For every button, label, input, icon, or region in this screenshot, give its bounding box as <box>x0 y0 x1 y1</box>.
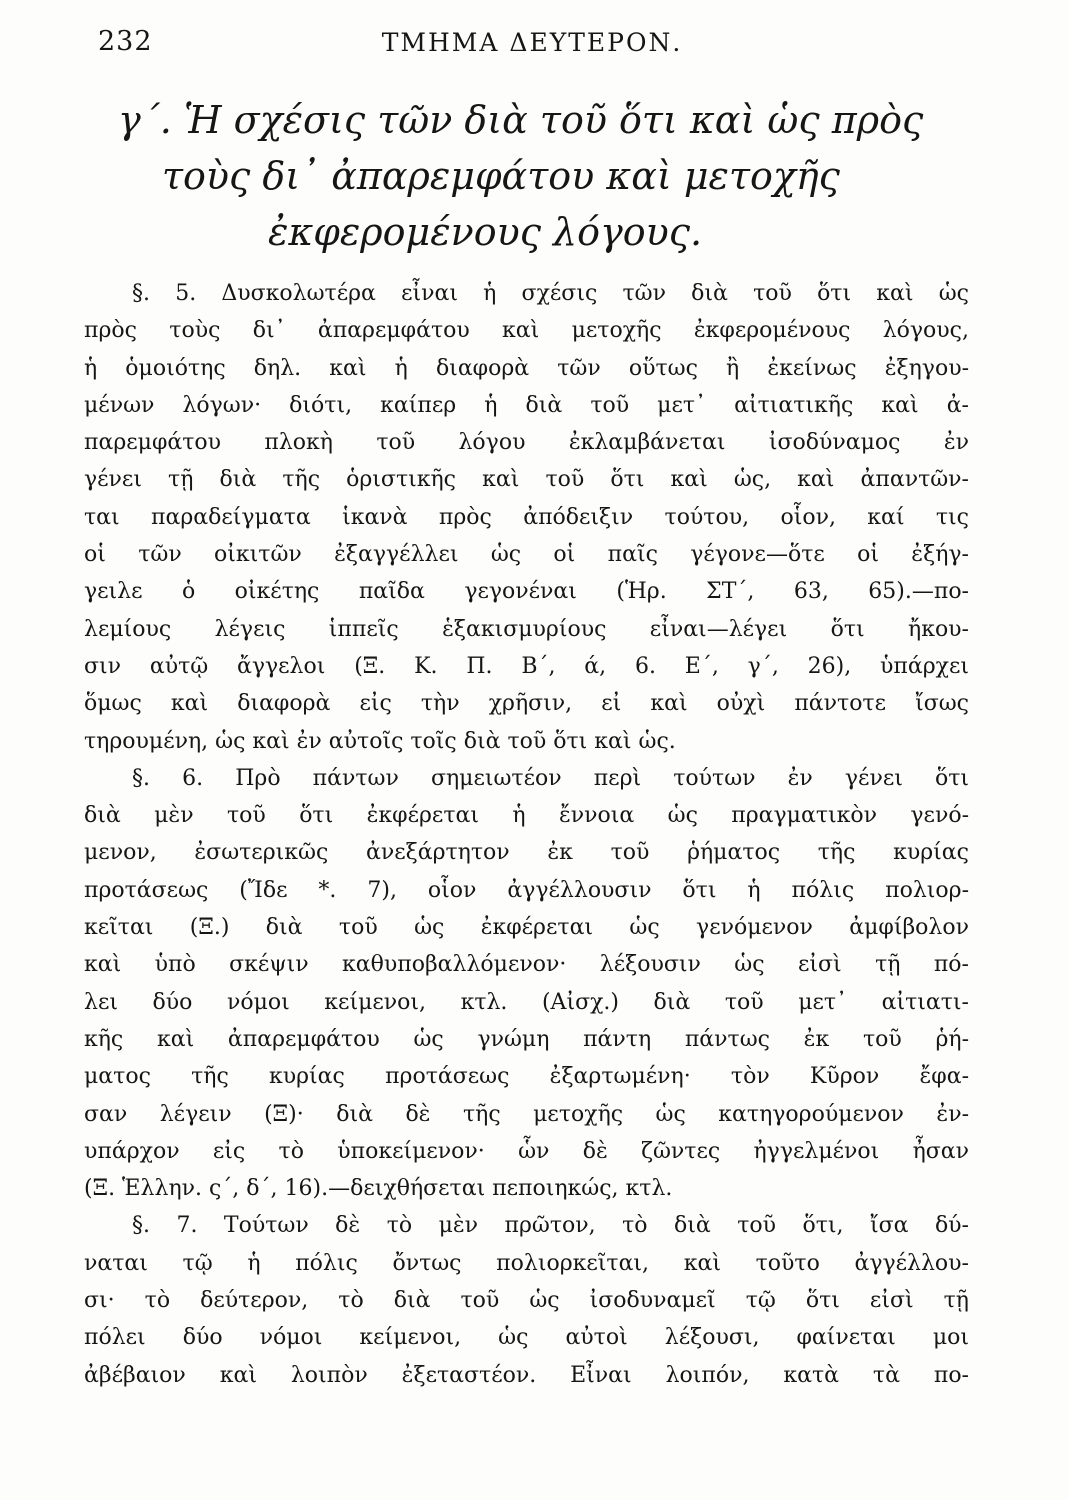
text-line: μένων λόγων· διότι, καίπερ ἡ διὰ τοῦ μετ᾽ αἰτιατικῆς καὶ ἀ- <box>84 392 969 418</box>
text-line: οἱ τῶν οἰκιτῶν ἐξαγγέλλει ὡς οἱ παῖς γέγονε—ὅτε οἱ ἐξήγ- <box>84 542 969 568</box>
text-line: σαν λέγειν (Ξ)· διὰ δὲ τῆς μετοχῆς ὡς κατηγορούμενον ἐν- <box>84 1101 969 1127</box>
text-line: ναται τῷ ἡ πόλις ὄντως πολιορκεῖται, καὶ τοῦτο ἀγγέλλου- <box>84 1250 969 1276</box>
text-line: ἡ ὁμοιότης δηλ. καὶ ἡ διαφορὰ τῶν οὕτως ἢ ἐκείνως ἐξηγου- <box>84 355 969 381</box>
section-heading <box>118 92 998 260</box>
running-title: ΤΜΗΜΑ ΔΕΥΤΕΡΟΝ. <box>381 28 683 57</box>
text-line: ματος τῆς κυρίας προτάσεως ἐξαρτωμένη· τὸν Κῦρον ἔφα- <box>84 1064 969 1090</box>
text-line: πρὸς τοὺς δι᾽ ἀπαρεμφάτου καὶ μετοχῆς ἐκφερομένους λόγους, <box>84 318 969 344</box>
text-line: κεῖται (Ξ.) διὰ τοῦ ὡς ἐκφέρεται ὡς γενόμενον ἀμφίβολον <box>84 915 969 941</box>
text-line: ὅμως καὶ διαφορὰ εἰς τὴν χρῆσιν, εἰ καὶ οὐχὶ πάντοτε ἴσως <box>84 691 969 717</box>
text-line: ται παραδείγματα ἱκανὰ πρὸς ἀπόδειξιν τούτου, οἷον, καί τις <box>84 504 969 530</box>
heading-line: γ΄. Ἡ σχέσις τῶν διὰ τοῦ ὅτι καὶ ὡς πρὸς <box>118 98 924 142</box>
paragraph-5-start: §. 5. Δυσκολωτέρα εἶναι ἡ σχέσις τῶν διὰ τοῦ ὅτι καὶ ὡς <box>132 281 969 306</box>
paragraph-7-start: §. 7. Τούτων δὲ τὸ μὲν πρῶτον, τὸ διὰ τοῦ ὅτι, ἴσα δύ- <box>132 1213 969 1239</box>
text-line: σι· τὸ δεύτερον, τὸ διὰ τοῦ ὡς ἰσοδυναμεῖ τῷ ὅτι εἰσὶ τῇ <box>84 1288 969 1314</box>
text-line: διὰ μὲν τοῦ ὅτι ἐκφέρεται ἡ ἔννοια ὡς πραγματικὸν γενό- <box>84 803 969 829</box>
text-line: γένει τῇ διὰ τῆς ὁριστικῆς καὶ τοῦ ὅτι καὶ ὡς, καὶ ἀπαντῶν- <box>84 467 969 493</box>
text-line: παρεμφάτου πλοκὴ τοῦ λόγου ἐκλαμβάνεται ἰσοδύναμος ἐν <box>84 430 969 456</box>
text-line: λει δύο νόμοι κείμενοι, κτλ. (Αἰσχ.) διὰ τοῦ μετ᾽ αἰτιατι- <box>84 989 969 1015</box>
text-line: λεμίους λέγεις ἱππεῖς ἑξακισμυρίους εἶναι—λέγει ὅτι ἤκου- <box>84 616 969 642</box>
paragraph-6-start: §. 6. Πρὸ πάντων σημειωτέον περὶ τούτων ἐν γένει ὅτι <box>132 765 969 791</box>
text-line: γειλε ὁ οἰκέτης παῖδα γεγονέναι (Ἡρ. ΣΤ΄, 63, 65).—πο- <box>84 579 969 605</box>
text-line: προτάσεως (Ἴδε *. 7), οἷον ἀγγέλλουσιν ὅτι ἡ πόλις πολιορ- <box>84 877 969 903</box>
paragraph-5-end: τηρουμένη, ὡς καὶ ἐν αὐτοῖς τοῖς διὰ τοῦ ὅτι καὶ ὡς. <box>84 728 676 754</box>
text-line: υπάρχον εἰς τὸ ὑποκείμενον· ὧν δὲ ζῶντες ἠγγελμένοι ἦσαν <box>84 1138 969 1164</box>
page-number: 232 <box>98 26 153 57</box>
body-text <box>84 275 969 1394</box>
text-line: ἀβέβαιον καὶ λοιπὸν ἐξεταστέον. Εἶναι λοιπόν, κατὰ τὰ πο- <box>84 1362 969 1388</box>
running-header <box>92 26 972 66</box>
text-line: κῆς καὶ ἀπαρεμφάτου ὡς γνώμη πάντη πάντως ἐκ τοῦ ῥή- <box>84 1026 969 1052</box>
text-line: μενον, ἐσωτερικῶς ἀνεξάρτητον ἐκ τοῦ ῥήματος τῆς κυρίας <box>84 840 969 866</box>
heading-line: ἐκφερομένους λόγους. <box>268 210 703 254</box>
paragraph-6-end: (Ξ. Ἑλλην. ς΄, δ΄, 16).—δειχθήσεται πεποιηκώς, κτλ. <box>84 1176 673 1202</box>
text-line: σιν αὐτῷ ἄγγελοι (Ξ. Κ. Π. Β΄, ά, 6. Ε΄, γ΄, 26), ὑπάρχει <box>84 653 969 679</box>
text-line: πόλει δύο νόμοι κείμενοι, ὡς αὐτοὶ λέξουσι, φαίνεται μοι <box>84 1325 969 1351</box>
heading-line: τοὺς δι᾽ ἀπαρεμφάτου καὶ μετοχῆς <box>162 154 840 198</box>
text-line: καὶ ὑπὸ σκέψιν καθυποβαλλόμενον· λέξουσιν ὡς εἰσὶ τῇ πό- <box>84 952 969 978</box>
